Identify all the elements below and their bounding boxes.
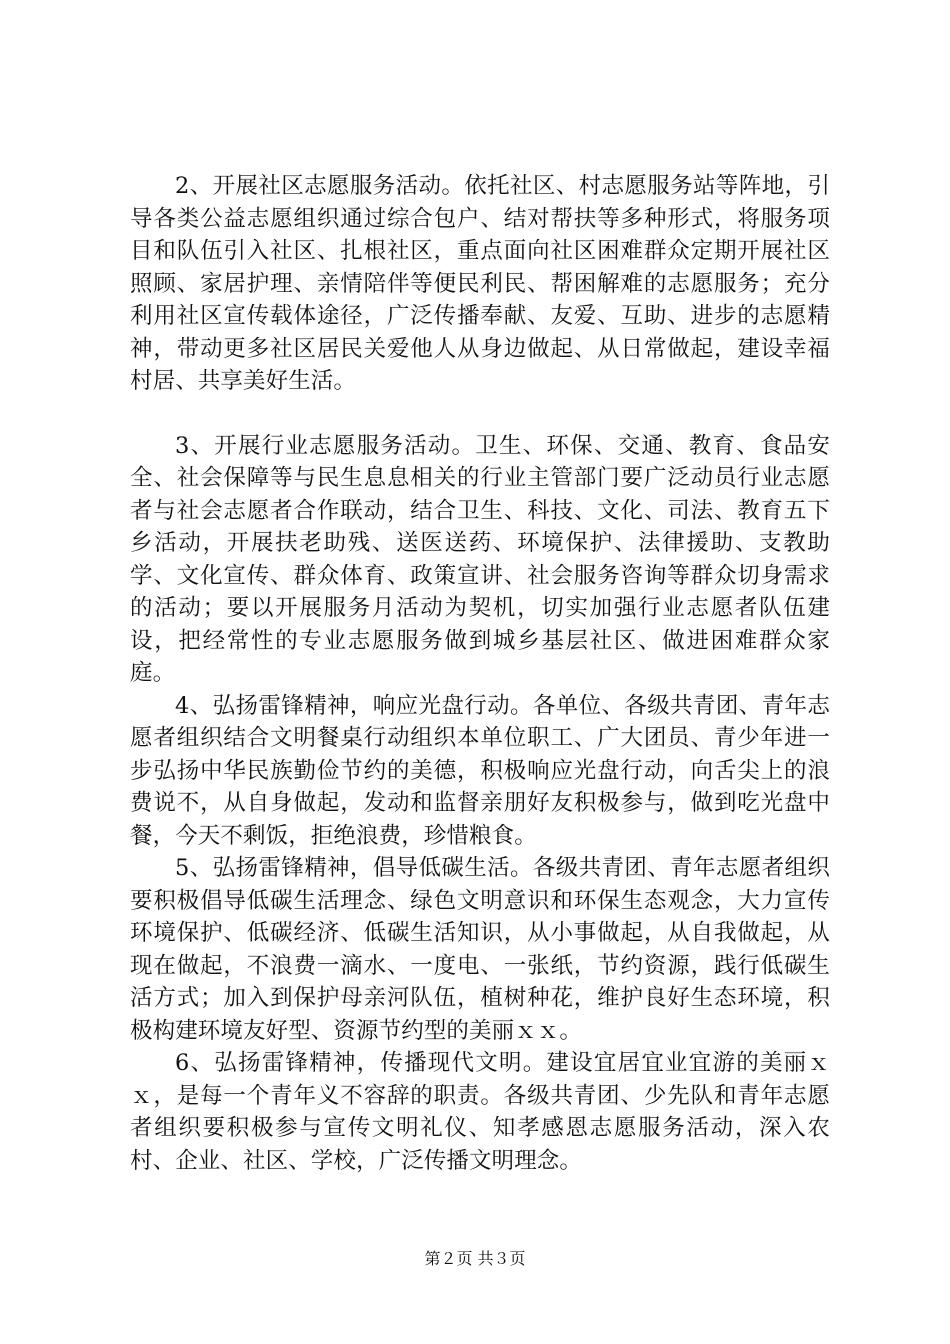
document-body	[130, 170, 830, 1177]
paragraph-industry-volunteer: 3、开展行业志愿服务活动。卫生、环保、交通、教育、食品安全、社会保障等与民生息息相关的行业主管部门要广泛动员行业志愿者与社会志愿者合作联动，结合卫生、科技、文化、司法、教育五下乡活动，开展扶老助残、送医送药、环境保护、法律援助、支教助学、文化宣传、群众体育、政策宣讲、社会服务咨询等群众切身需求的活动；要以开展服务月活动为契机，切实加强行业志愿者队伍建设，把经常性的专业志愿服务做到城乡基层社区、做进困难群众家庭。	[130, 432, 830, 686]
paragraph-civilization: 6、弘扬雷锋精神，传播现代文明。建设宜居宜业宜游的美丽ｘｘ，是每一个青年义不容辞的职责。各级共青团、少先队和青年志愿者组织要积极参与宣传文明礼仪、知孝感恩志愿服务活动，深入农村、企业、社区、学校，广泛传播文明理念。	[130, 1050, 830, 1174]
page-number-footer: 第２页 共３页	[424, 1249, 526, 1268]
paragraph-community-volunteer: 2、开展社区志愿服务活动。依托社区、村志愿服务站等阵地，引导各类公益志愿组织通过综合包户、结对帮扶等多种形式，将服务项目和队伍引入社区、扎根社区，重点面向社区困难群众定期开展社区照顾、家居护理、亲情陪伴等便民利民、帮困解难的志愿服务；充分利用社区宣传载体途径，广泛传播奉献、友爱、互助、进步的志愿精神，带动更多社区居民关爱他人从身边做起、从日常做起，建设幸福村居、共享美好生活。	[130, 173, 830, 394]
paragraph-low-carbon: 5、弘扬雷锋精神，倡导低碳生活。各级共青团、青年志愿者组织要积极倡导低碳生活理念、绿色文明意识和环保生态观念，大力宣传环境保护、低碳经济、低碳生活知识，从小事做起，从自我做起，从现在做起，不浪费一滴水、一度电、一张纸，节约资源，践行低碳生活方式；加入到保护母亲河队伍，植树种花，维护良好生态环境，积极构建环境友好型、资源节约型的美丽ｘｘ。	[130, 855, 830, 1044]
paragraph-clean-plate: 4、弘扬雷锋精神，响应光盘行动。各单位、各级共青团、青年志愿者组织结合文明餐桌行动组织本单位职工、广大团员、青少年进一步弘扬中华民族勤俭节约的美德，积极响应光盘行动，向舌尖上的浪费说不，从自身做起，发动和监督亲朋好友积极参与，做到吃光盘中餐，今天不剩饭，拒绝浪费，珍惜粮食。	[130, 692, 830, 849]
